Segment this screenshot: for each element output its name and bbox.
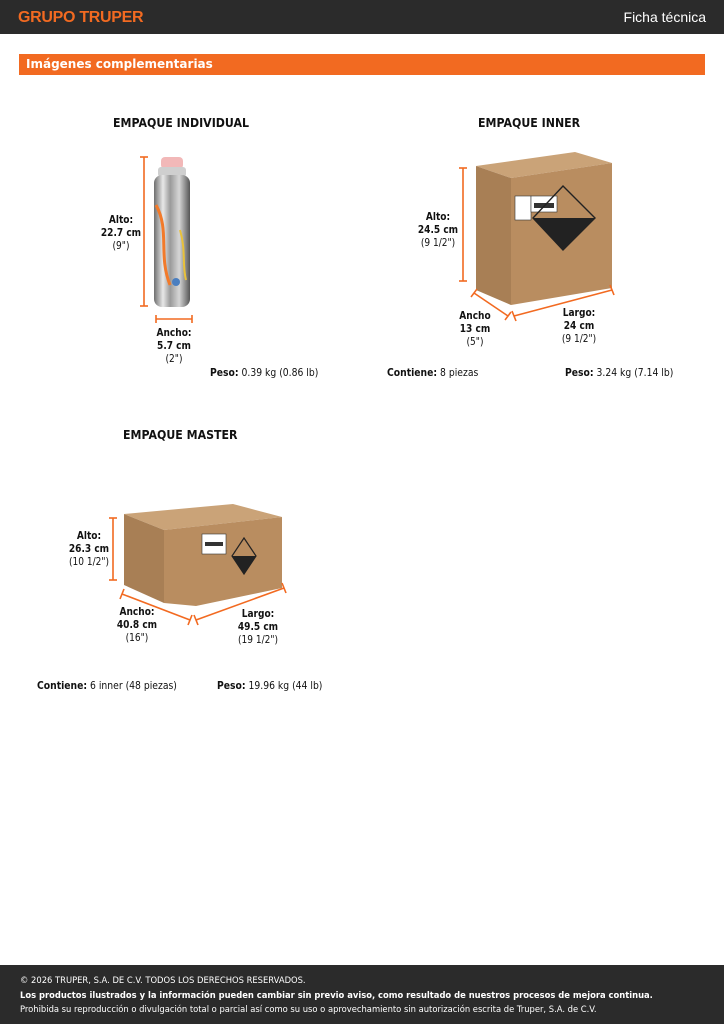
master-weight-label: Peso:	[217, 680, 246, 692]
master-height-title: Alto:	[76, 530, 102, 542]
individual-height-cm: 22.7 cm	[100, 227, 142, 239]
inner-box-image	[476, 152, 612, 305]
inner-length-label	[552, 307, 605, 346]
inner-weight	[565, 367, 673, 379]
brand-logo: GRUPO TRUPER	[18, 9, 144, 26]
inner-height-cm: 24.5 cm	[417, 224, 459, 236]
inner-contains-label: Contiene:	[387, 367, 438, 379]
individual-weight	[210, 367, 318, 379]
inner-width-label	[450, 310, 500, 349]
inner-length-title: Largo:	[562, 307, 596, 319]
document-type-label: Ficha técnica	[623, 9, 706, 25]
master-box-image	[124, 504, 282, 606]
master-height-in: (10 1/2")	[68, 556, 110, 568]
master-width-in: (16")	[125, 632, 149, 644]
individual-height-in: (9")	[112, 240, 130, 252]
master-length-in: (19 1/2")	[237, 634, 279, 646]
master-width-label	[111, 606, 163, 645]
spray-can-image	[154, 157, 190, 307]
individual-width-in: (2")	[165, 353, 183, 365]
master-width-title: Ancho:	[119, 606, 155, 618]
master-contains	[37, 680, 177, 692]
inner-height-title: Alto:	[425, 211, 451, 223]
inner-weight-label: Peso:	[565, 367, 594, 379]
footer	[0, 965, 724, 1024]
inner-heading: EMPAQUE INNER	[478, 115, 581, 130]
individual-width-cm: 5.7 cm	[157, 340, 191, 352]
individual-height-label	[93, 214, 150, 253]
individual-weight-value: 0.39 kg (0.86 lb)	[241, 367, 319, 379]
individual-heading: EMPAQUE INDIVIDUAL	[113, 115, 250, 130]
master-height-label	[62, 530, 115, 569]
inner-width-in: (5")	[466, 336, 484, 348]
inner-length-in: (9 1/2")	[561, 333, 597, 345]
master-heading: EMPAQUE MASTER	[123, 427, 238, 442]
master-contains-label: Contiene:	[37, 680, 88, 692]
individual-width-title: Ancho:	[156, 327, 192, 339]
inner-height-label	[412, 211, 464, 250]
individual-weight-label: Peso:	[210, 367, 239, 379]
master-weight-value: 19.96 kg (44 lb)	[248, 680, 323, 692]
master-height-cm: 26.3 cm	[68, 543, 110, 555]
footer-copyright: © 2026 TRUPER, S.A. DE C.V. TODOS LOS DERECHOS RESERVADOS.	[20, 975, 306, 985]
individual-width-label	[148, 327, 200, 366]
inner-contains	[387, 367, 478, 379]
inner-weight-value: 3.24 kg (7.14 lb)	[596, 367, 674, 379]
inner-length-cm: 24 cm	[563, 320, 595, 332]
individual-width-dimension-line	[156, 315, 192, 323]
inner-width-cm: 13 cm	[459, 323, 491, 335]
master-length-label	[230, 608, 285, 647]
footer-notice: Los productos ilustrados y la información pueden cambiar sin previo aviso, como resultado de nuestros procesos de mejora continua.	[20, 990, 653, 1000]
master-width-cm: 40.8 cm	[116, 619, 158, 631]
inner-contains-value: 8 piezas	[440, 367, 479, 379]
master-contains-value: 6 inner (48 piezas)	[90, 680, 177, 692]
inner-height-in: (9 1/2")	[420, 237, 456, 249]
individual-height-title: Alto:	[108, 214, 134, 226]
section-title: Imágenes complementarias	[26, 57, 213, 71]
footer-prohibition: Prohibida su reproducción o divulgación total o parcial así como su uso o aprovechamiento sin autorización escrita de Truper, S.A. de C.V.	[20, 1004, 597, 1014]
master-weight	[217, 680, 322, 692]
master-length-title: Largo:	[241, 608, 275, 620]
master-length-cm: 49.5 cm	[237, 621, 279, 633]
inner-width-title: Ancho	[459, 310, 491, 322]
